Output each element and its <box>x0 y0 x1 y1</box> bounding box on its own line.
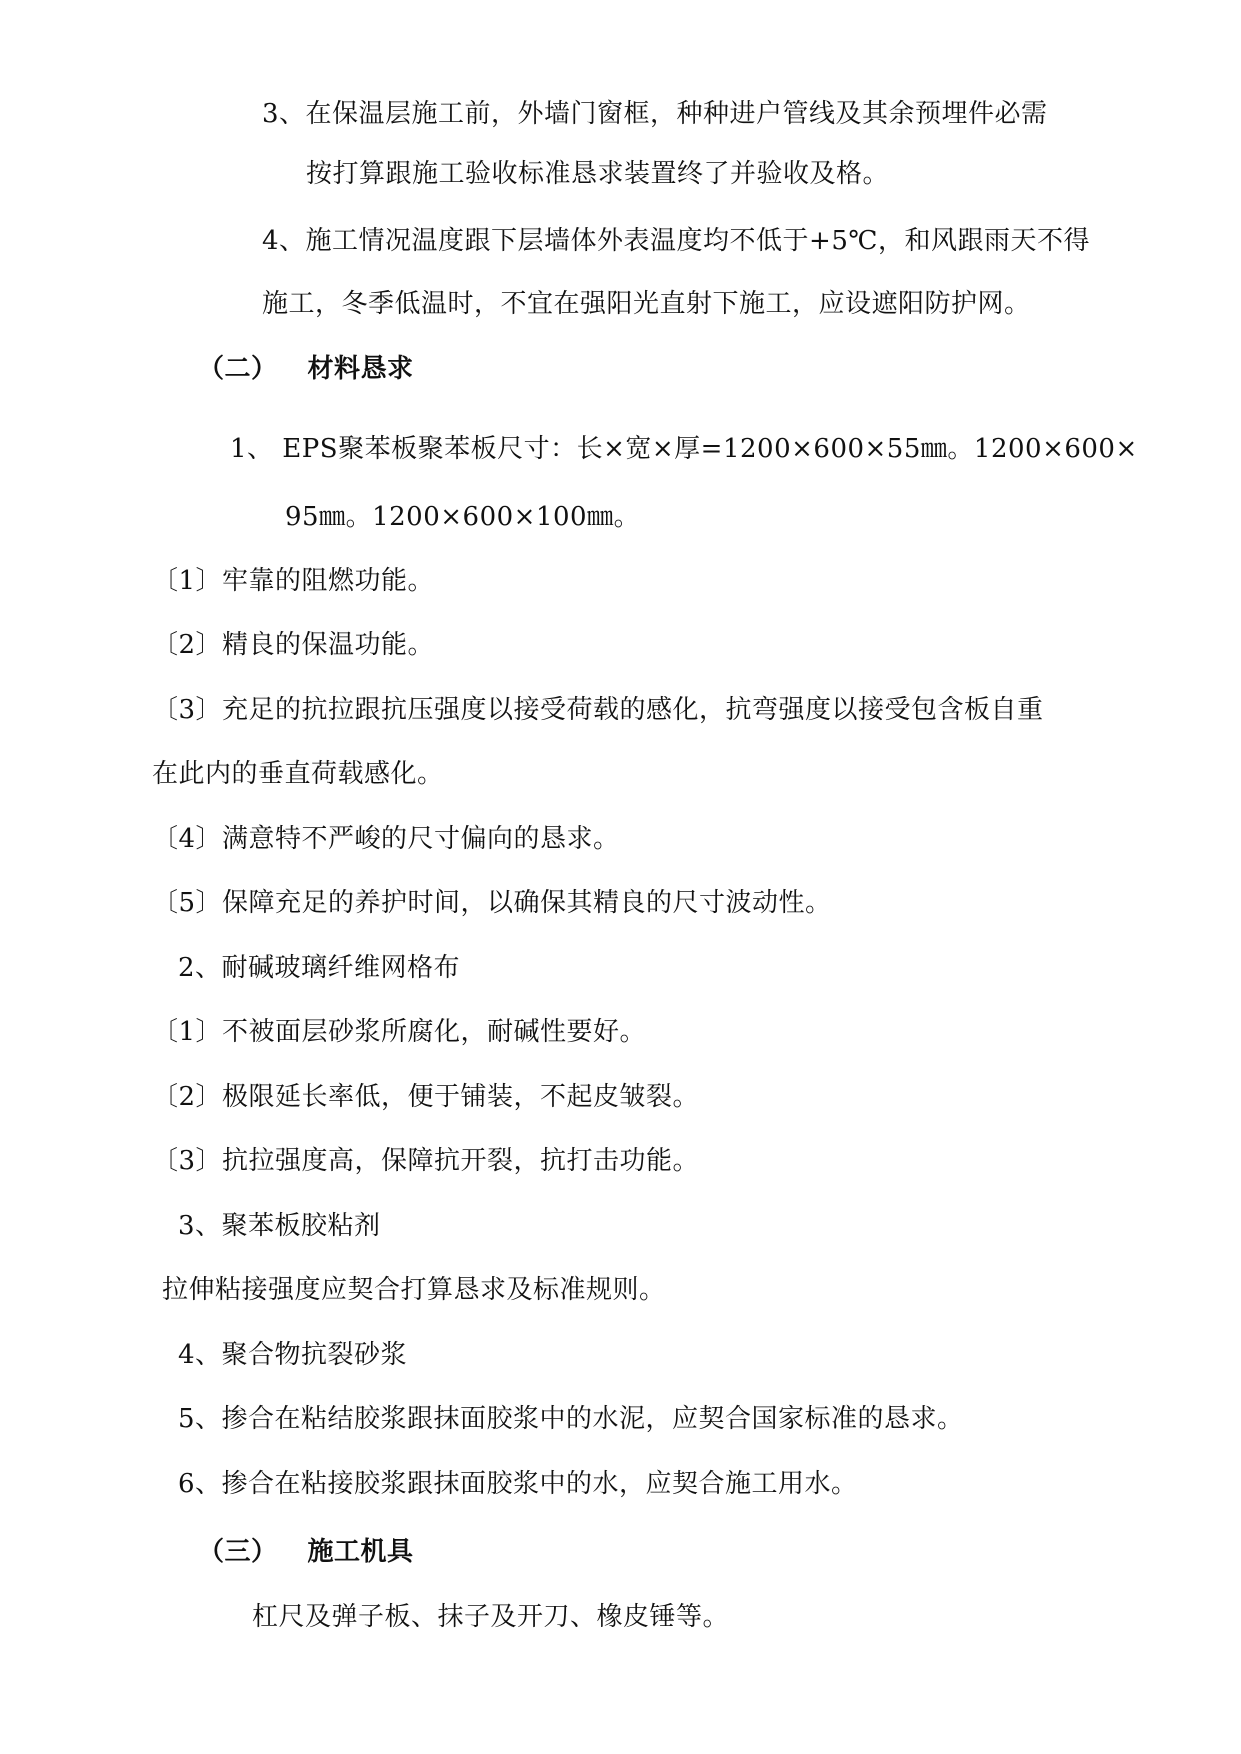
list-item: 在此内的垂直荷载感化。 <box>152 759 444 789</box>
list-item: 〔3〕充足的抗拉跟抗压强度以接受荷载的感化，抗弯强度以接受包含板自重 <box>152 695 1044 725</box>
section-number: （三） <box>198 1537 278 1567</box>
list-item: 〔1〕不被面层砂浆所腐化，耐碱性要好。 <box>152 1017 647 1047</box>
paragraph-eps-line2: 95㎜。1200×600×100㎜。 <box>285 502 641 532</box>
section-heading-materials <box>198 352 414 386</box>
paragraph-water: 6、掺合在粘接胶浆跟抹面胶浆中的水，应契合施工用水。 <box>178 1469 858 1499</box>
paragraph-item3-line2: 按打算跟施工验收标准恳求装置终了并验收及格。 <box>306 159 890 189</box>
list-item: 〔4〕满意特不严峻的尺寸偏向的恳求。 <box>152 824 620 854</box>
paragraph-adhesive-desc: 拉伸粘接强度应契合打算恳求及标准规则。 <box>162 1275 666 1305</box>
paragraph-item4-line1: 4、施工情况温度跟下层墙体外表温度均不低于+5℃，和风跟雨天不得 <box>262 226 1090 256</box>
paragraph-mortar-heading: 4、聚合物抗裂砂浆 <box>178 1340 408 1370</box>
section-heading-tools <box>198 1535 414 1569</box>
list-item: 〔5〕保障充足的养护时间，以确保其精良的尺寸波动性。 <box>152 888 832 918</box>
paragraph-eps-line1: 1、 EPS聚苯板聚苯板尺寸：长×宽×厚=1200×600×55㎜。1200×600× <box>230 434 1138 464</box>
paragraph-mesh-heading: 2、耐碱玻璃纤维网格布 <box>178 953 461 983</box>
list-item: 〔1〕牢靠的阻燃功能。 <box>152 566 435 596</box>
list-item: 〔2〕精良的保温功能。 <box>152 630 435 660</box>
section-number: （二） <box>198 354 278 384</box>
paragraph-tools-desc: 杠尺及弹子板、抹子及开刀、橡皮锤等。 <box>252 1602 730 1632</box>
paragraph-cement: 5、掺合在粘结胶浆跟抹面胶浆中的水泥，应契合国家标准的恳求。 <box>178 1404 964 1434</box>
paragraph-item4-line2: 施工，冬季低温时，不宜在强阳光直射下施工，应设遮阳防护网。 <box>262 289 1031 319</box>
list-item: 〔3〕抗拉强度高，保障抗开裂，抗打击功能。 <box>152 1146 700 1176</box>
section-title: 材料恳求 <box>307 354 414 384</box>
paragraph-item3-line1: 3、在保温层施工前，外墙门窗框，种种进户管线及其余预埋件必需 <box>262 99 1048 129</box>
section-title: 施工机具 <box>307 1537 414 1567</box>
paragraph-adhesive-heading: 3、聚苯板胶粘剂 <box>178 1211 381 1241</box>
list-item: 〔2〕极限延长率低，便于铺装，不起皮皱裂。 <box>152 1082 700 1112</box>
